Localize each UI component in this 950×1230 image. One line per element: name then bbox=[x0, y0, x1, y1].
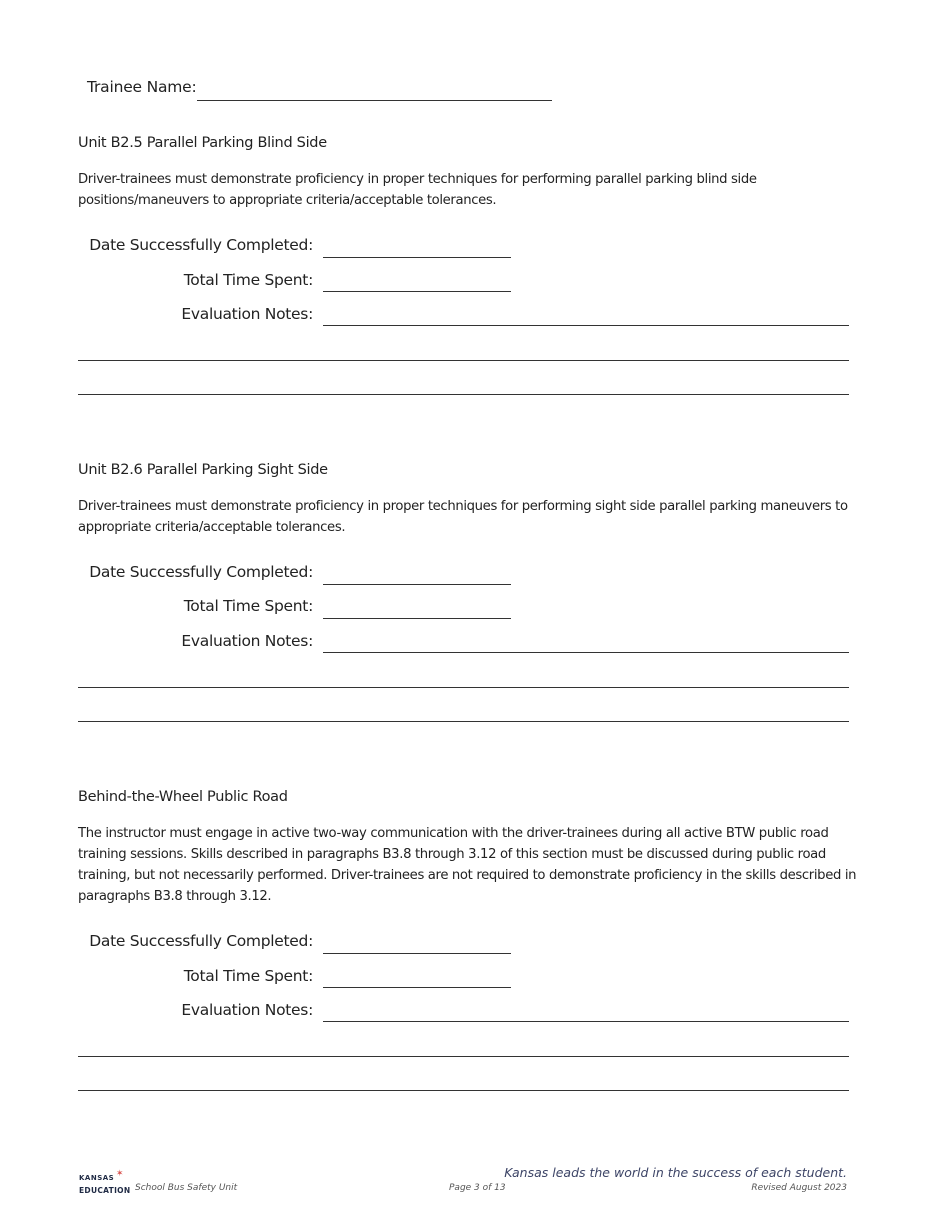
evaluation-notes-label: Evaluation Notes: bbox=[181, 1001, 313, 1019]
total-time-label: Total Time Spent: bbox=[183, 967, 313, 985]
notes-line[interactable] bbox=[78, 394, 849, 395]
date-completed-field[interactable] bbox=[323, 953, 511, 954]
notes-line[interactable] bbox=[78, 1090, 849, 1091]
date-completed-label: Date Successfully Completed: bbox=[89, 236, 313, 254]
section-btw-public-road bbox=[78, 789, 868, 1091]
footer-unit-name: School Bus Safety Unit bbox=[135, 1183, 238, 1193]
notes-line[interactable] bbox=[78, 721, 849, 722]
total-time-label: Total Time Spent: bbox=[183, 271, 313, 289]
section-title: Behind-the-Wheel Public Road bbox=[78, 789, 288, 805]
section-description: Driver-trainees must demonstrate proficiency in proper techniques for performing parallel parking blind side positions/maneuvers to appropriate criteria/acceptable tolerances. bbox=[78, 172, 757, 208]
trainee-name-field[interactable] bbox=[197, 100, 552, 101]
evaluation-notes-label: Evaluation Notes: bbox=[181, 632, 313, 650]
evaluation-notes-field[interactable] bbox=[323, 1021, 849, 1022]
total-time-label: Total Time Spent: bbox=[183, 597, 313, 615]
logo-text-bottom: EDUCATION bbox=[79, 1186, 131, 1195]
footer-revised-date: Revised August 2023 bbox=[751, 1183, 847, 1193]
notes-line[interactable] bbox=[78, 1056, 849, 1057]
total-time-field[interactable] bbox=[323, 291, 511, 292]
date-completed-field[interactable] bbox=[323, 257, 511, 258]
section-unit-b2-5 bbox=[78, 135, 868, 395]
footer-page-number: Page 3 of 13 bbox=[449, 1183, 506, 1193]
section-title: Unit B2.5 Parallel Parking Blind Side bbox=[78, 135, 327, 151]
evaluation-notes-label: Evaluation Notes: bbox=[181, 305, 313, 323]
section-description: Driver-trainees must demonstrate proficiency in proper techniques for performing sight side parallel parking maneuvers to appropriate criteria/acceptable tolerances. bbox=[78, 499, 848, 535]
total-time-field[interactable] bbox=[323, 618, 511, 619]
star-icon: ✶ bbox=[116, 1169, 124, 1179]
evaluation-notes-field[interactable] bbox=[323, 652, 849, 653]
notes-line[interactable] bbox=[78, 360, 849, 361]
date-completed-label: Date Successfully Completed: bbox=[89, 563, 313, 581]
notes-line[interactable] bbox=[78, 687, 849, 688]
date-completed-label: Date Successfully Completed: bbox=[89, 932, 313, 950]
section-title: Unit B2.6 Parallel Parking Sight Side bbox=[78, 462, 328, 478]
section-unit-b2-6 bbox=[78, 462, 868, 722]
date-completed-field[interactable] bbox=[323, 584, 511, 585]
logo-text-top: KANSAS bbox=[79, 1174, 115, 1182]
footer-motto: Kansas leads the world in the success of each student. bbox=[504, 1165, 847, 1180]
evaluation-notes-field[interactable] bbox=[323, 325, 849, 326]
section-description: The instructor must engage in active two-way communication with the driver-trainees during all active BTW public road training sessions. Skills described in paragraphs B3.8 through 3.12 of this section must be discussed during public road training, but not necessarily performed. Driver-trainees are not required to demonstrate proficiency in the skills described in paragraphs B3.8 through 3.12. bbox=[78, 826, 857, 904]
trainee-name-label: Trainee Name: bbox=[87, 78, 197, 96]
total-time-field[interactable] bbox=[323, 987, 511, 988]
kansas-education-logo bbox=[79, 1169, 131, 1198]
